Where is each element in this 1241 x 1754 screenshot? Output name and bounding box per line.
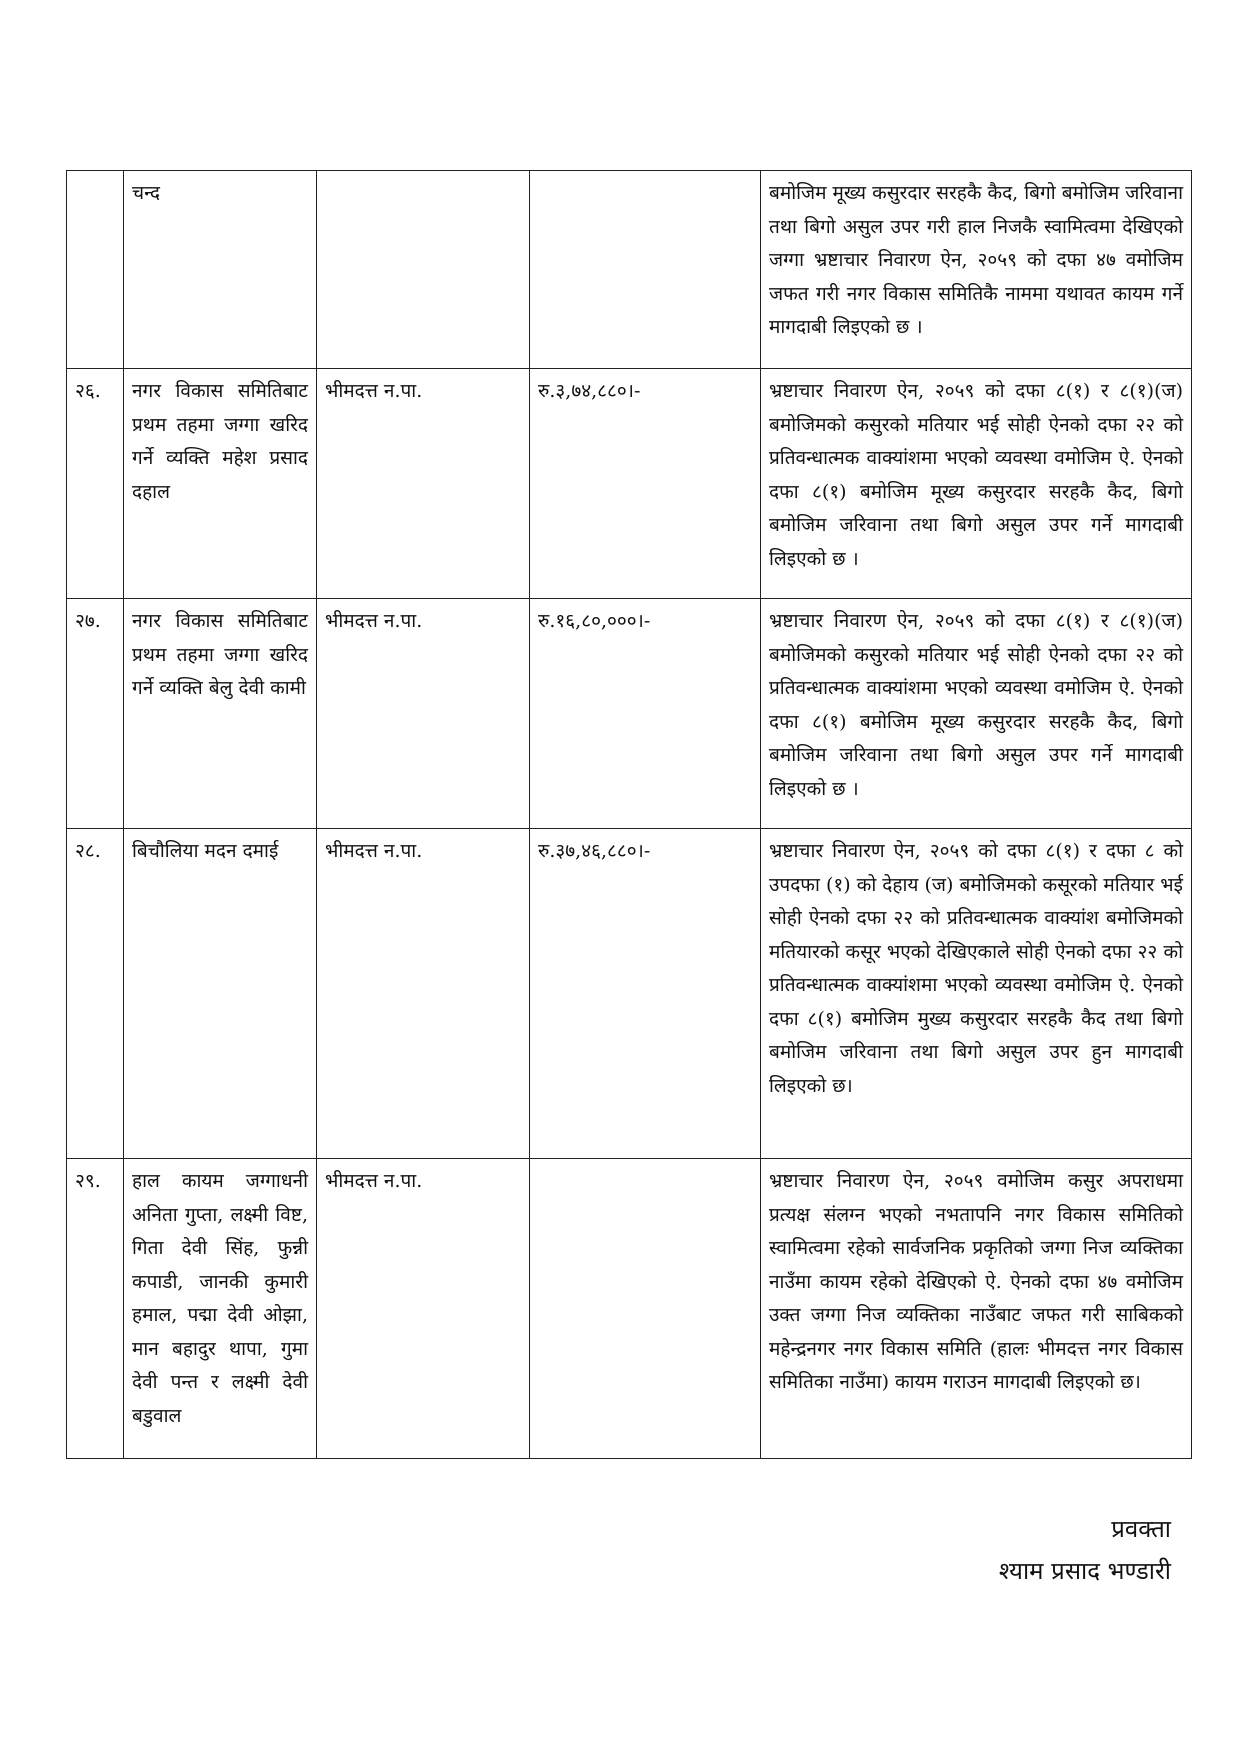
signatory-name: श्याम प्रसाद भण्डारी: [998, 1557, 1171, 1585]
amount-cell: [530, 171, 761, 369]
serial-number-cell: २९.: [67, 1159, 124, 1459]
defendant-cell: हाल कायम जग्गाधनी अनिता गुप्ता, लक्ष्मी विष्ट, गिता देवी सिंह, फुन्नी कपाडी, जानकी कुमारी हमाल, पद्मा देवी ओझा, मान बहादुर थापा, गुमा देवी पन्त र लक्ष्मी देवी बडुवाल: [124, 1159, 317, 1459]
office-cell: भीमदत्त न.पा.: [317, 369, 530, 599]
table-row: [67, 1159, 1192, 1459]
serial-number-cell: २६.: [67, 369, 124, 599]
amount-cell: रु.१६,८०,०००।-: [530, 599, 761, 829]
serial-number-cell: २७.: [67, 599, 124, 829]
amount-cell: रु.३,७४,८८०।-: [530, 369, 761, 599]
office-cell: [317, 171, 530, 369]
office-cell: भीमदत्त न.पा.: [317, 829, 530, 1159]
signatory-title: प्रवक्ता: [1111, 1515, 1171, 1543]
table-row: [67, 599, 1192, 829]
office-cell: भीमदत्त न.पा.: [317, 1159, 530, 1459]
demand-cell: भ्रष्टाचार निवारण ऐन, २०५९ को दफा ८(१) र दफा ८ को उपदफा (१) को देहाय (ज) बमोजिमको कसूरको मतियार भई सोही ऐनको दफा २२ को प्रतिवन्धात्मक वाक्यांश बमोजिमको मतियारको कसूर भएको देखिएकाले सोही ऐनको दफा २२ को प्रतिवन्धात्मक वाक्यांशमा भएको व्यवस्था वमोजिम ऐ. ऐनको दफा ८(१) बमोजिम मुख्य कसुरदार सरहकै कैद तथा बिगो बमोजिम जरिवाना तथा बिगो असुल उपर हुन मागदाबी लिइएको छ।: [761, 829, 1192, 1159]
office-cell: भीमदत्त न.पा.: [317, 599, 530, 829]
demand-cell: भ्रष्टाचार निवारण ऐन, २०५९ को दफा ८(१) र ८(१)(ज) बमोजिमको कसुरको मतियार भई सोही ऐनको दफा २२ को प्रतिवन्धात्मक वाक्यांशमा भएको व्यवस्था वमोजिम ऐ. ऐनको दफा ८(१) बमोजिम मूख्य कसुरदार सरहकै कैद, बिगो बमोजिम जरिवाना तथा बिगो असुल उपर गर्ने मागदाबी लिइएको छ ।: [761, 599, 1192, 829]
demand-cell: भ्रष्टाचार निवारण ऐन, २०५९ वमोजिम कसुर अपराधमा प्रत्यक्ष संलग्न भएको नभतापनि नगर विकास समितिको स्वामित्वमा रहेको सार्वजनिक प्रकृतिको जग्गा निज व्यक्तिका नाउँमा कायम रहेको देखिएको ऐ. ऐनको दफा ४७ वमोजिम उक्त जग्गा निज व्यक्तिका नाउँबाट जफत गरी साबिकको महेन्द्रनगर नगर विकास समिति (हालः भीमदत्त नगर विकास समितिका नाउँमा) कायम गराउन मागदाबी लिइएको छ।: [761, 1159, 1192, 1459]
defendant-cell: नगर विकास समितिबाट प्रथम तहमा जग्गा खरिद गर्ने व्यक्ति महेश प्रसाद दहाल: [124, 369, 317, 599]
serial-number-cell: [67, 171, 124, 369]
table-row: [67, 829, 1192, 1159]
defendant-cell: नगर विकास समितिबाट प्रथम तहमा जग्गा खरिद गर्ने व्यक्ति बेलु देवी कामी: [124, 599, 317, 829]
table-row: [67, 171, 1192, 369]
table-row: [67, 369, 1192, 599]
defendant-cell: बिचौलिया मदन दमाई: [124, 829, 317, 1159]
signature-block: [999, 1508, 1171, 1592]
defendant-cell: चन्द: [124, 171, 317, 369]
serial-number-cell: २८.: [67, 829, 124, 1159]
amount-cell: रु.३७,४६,८८०।-: [530, 829, 761, 1159]
demand-cell: बमोजिम मूख्य कसुरदार सरहकै कैद, बिगो बमोजिम जरिवाना तथा बिगो असुल उपर गरी हाल निजकै स्वामित्वमा देखिएको जग्गा भ्रष्टाचार निवारण ऐन, २०५९ को दफा ४७ वमोजिम जफत गरी नगर विकास समितिकै नाममा यथावत कायम गर्ने मागदाबी लिइएको छ ।: [761, 171, 1192, 369]
case-table: [66, 170, 1192, 1459]
demand-cell: भ्रष्टाचार निवारण ऐन, २०५९ को दफा ८(१) र ८(१)(ज) बमोजिमको कसुरको मतियार भई सोही ऐनको दफा २२ को प्रतिवन्धात्मक वाक्यांशमा भएको व्यवस्था वमोजिम ऐ. ऐनको दफा ८(१) बमोजिम मूख्य कसुरदार सरहकै कैद, बिगो बमोजिम जरिवाना तथा बिगो असुल उपर गर्ने मागदाबी लिइएको छ ।: [761, 369, 1192, 599]
amount-cell: [530, 1159, 761, 1459]
